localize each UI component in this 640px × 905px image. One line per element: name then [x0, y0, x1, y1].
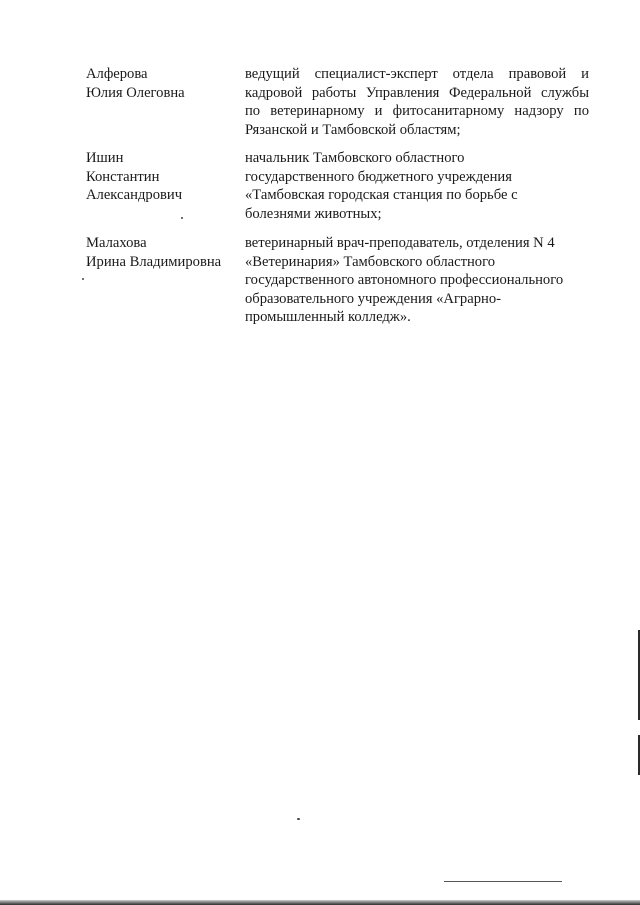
member-role-line: образовательного учреждения «Аграрно- — [245, 290, 501, 307]
member-role-line: промышленный колледж». — [245, 309, 411, 325]
member-name-line: Алферова — [86, 66, 148, 82]
member-role — [245, 149, 589, 223]
member-role-line: кадровой работы Управления Федеральной службы — [245, 84, 589, 101]
member-role — [245, 65, 589, 139]
scan-speck — [82, 278, 84, 280]
member-name-line: Малахова — [86, 235, 147, 251]
member-name-line: Ирина Владимировна — [86, 253, 222, 270]
scan-bottom-edge — [0, 900, 640, 905]
scan-speck — [297, 818, 300, 820]
member-role-line: государственного бюджетного учреждения — [245, 168, 512, 185]
member-role-line: начальник Тамбовского областного — [245, 150, 465, 166]
member-name — [86, 149, 236, 205]
member-role-line: болезнями животных; — [245, 205, 382, 222]
member-role-line: ведущий специалист-эксперт отдела правовой и — [245, 66, 589, 82]
member-name-line: Александрович — [86, 187, 183, 203]
member-role-line: «Тамбовская городская станция по борьбе с — [245, 187, 518, 203]
member-role-line: Рязанской и Тамбовской областям; — [245, 121, 461, 138]
member-name — [86, 65, 236, 102]
member-role-line: государственного автономного профессионального — [245, 272, 564, 288]
scan-line-mark — [444, 881, 562, 882]
member-name-line: Ишин — [86, 150, 124, 166]
member-role-line: по ветеринарному и фитосанитарному надзору по — [245, 103, 589, 119]
member-name-line: Юлия Олеговна — [86, 84, 185, 101]
member-name-line: Константин — [86, 168, 160, 185]
member-role-line: «Ветеринария» Тамбовского областного — [245, 253, 496, 270]
member-role-line: ветеринарный врач-преподаватель, отделения N 4 — [245, 235, 555, 251]
scan-speck — [181, 217, 183, 219]
member-name — [86, 234, 236, 271]
member-role — [245, 234, 589, 327]
